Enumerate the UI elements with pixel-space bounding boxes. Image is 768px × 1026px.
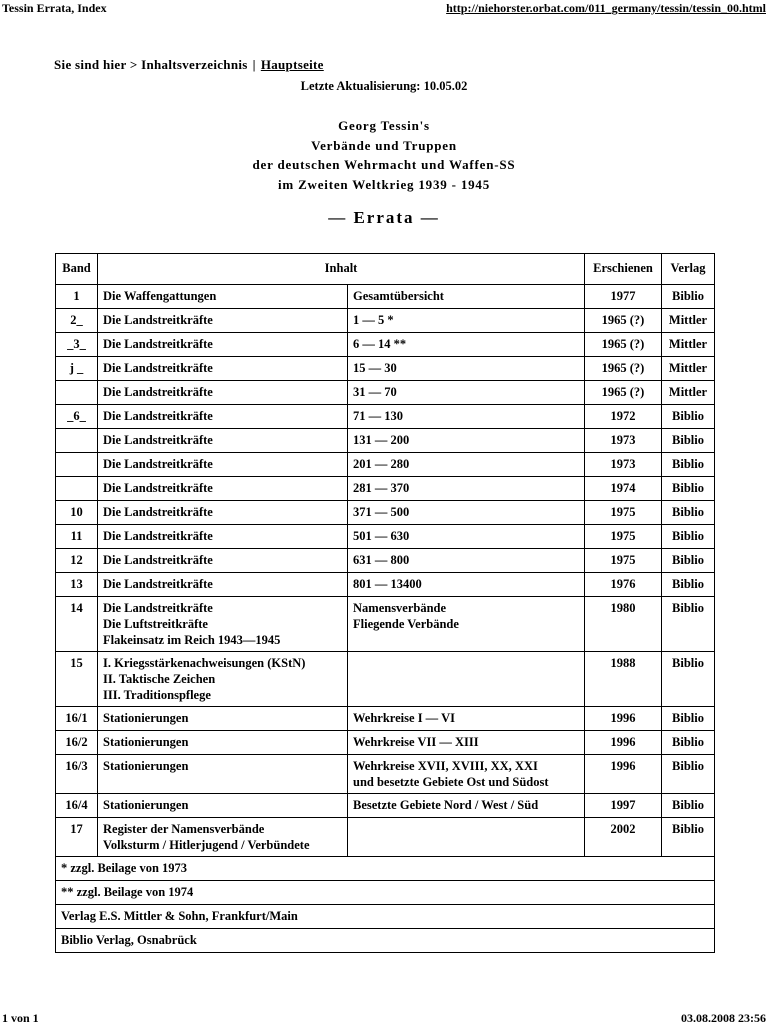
publisher-cell: Biblio: [662, 652, 715, 707]
topic-cell: Die Landstreitkräfte: [98, 333, 348, 357]
topic-cell-line: Register der Namensverbände: [103, 822, 265, 836]
topic-cell: Die Waffengattungen: [98, 285, 348, 309]
band-cell: 10: [56, 501, 98, 525]
year-cell: 1997: [585, 794, 662, 818]
range-cell: 281 — 370: [348, 477, 585, 501]
range-cell: Gesamtübersicht: [348, 285, 585, 309]
band-cell: 16/2: [56, 731, 98, 755]
topic-cell-line: Stationierungen: [103, 759, 189, 773]
browser-page-title: Tessin Errata, Index: [2, 1, 107, 15]
band-cell: 16/4: [56, 794, 98, 818]
year-cell: 1965 (?): [585, 333, 662, 357]
page-count: 1 von 1: [2, 1011, 39, 1025]
band-cell: 1: [56, 285, 98, 309]
range-cell: 371 — 500: [348, 501, 585, 525]
year-cell: 1965 (?): [585, 357, 662, 381]
note-row: [56, 929, 715, 953]
publisher-cell: Biblio: [662, 573, 715, 597]
year-cell: 1976: [585, 573, 662, 597]
topic-cell: Stationierungen: [98, 707, 348, 731]
topic-cell: Die Landstreitkräfte: [98, 573, 348, 597]
breadcrumb: [54, 57, 324, 73]
range-cell: 131 — 200: [348, 429, 585, 453]
range-cell-line: Wehrkreise XVII, XVIII, XX, XXI: [353, 759, 538, 773]
topic-cell: [98, 755, 348, 794]
topic-cell: Die Landstreitkräfte: [98, 477, 348, 501]
col-header-erschienen: Erschienen: [585, 254, 662, 285]
page-url[interactable]: http://niehorster.orbat.com/011_germany/tessin/tessin_00.html: [446, 1, 766, 15]
errata-table: [55, 253, 715, 953]
publisher-cell: Biblio: [662, 405, 715, 429]
table-row: [56, 381, 715, 405]
table-row: [56, 501, 715, 525]
topic-cell-line: I. Kriegsstärkenachweisungen (KStN): [103, 656, 306, 670]
topic-cell: [98, 818, 348, 857]
note-row: [56, 905, 715, 929]
publisher-cell: Biblio: [662, 794, 715, 818]
range-cell: 15 — 30: [348, 357, 585, 381]
table-row: [56, 429, 715, 453]
publisher-cell: Mittler: [662, 333, 715, 357]
range-cell: [348, 818, 585, 857]
table-row: [56, 285, 715, 309]
home-link[interactable]: Hauptseite: [260, 57, 324, 72]
range-cell: [348, 755, 585, 794]
year-cell: 1975: [585, 501, 662, 525]
col-header-inhalt: Inhalt: [98, 254, 585, 285]
topic-cell: Die Landstreitkräfte: [98, 549, 348, 573]
publisher-cell: Biblio: [662, 453, 715, 477]
publisher-cell: Biblio: [662, 755, 715, 794]
topic-cell-line: Die Luftstreitkräfte: [103, 617, 208, 631]
band-cell: _3_: [56, 333, 98, 357]
band-cell: 12: [56, 549, 98, 573]
table-row: [56, 597, 715, 652]
publisher-cell: Biblio: [662, 818, 715, 857]
range-cell: 631 — 800: [348, 549, 585, 573]
publisher-cell: Mittler: [662, 309, 715, 333]
title-line: im Zweiten Weltkrieg 1939 - 1945: [277, 176, 491, 192]
range-cell: [348, 652, 585, 707]
year-cell: 1996: [585, 707, 662, 731]
range-cell: Wehrkreise I — VI: [348, 707, 585, 731]
publisher-cell: Mittler: [662, 357, 715, 381]
breadcrumb-prefix: Sie sind hier >: [54, 57, 138, 72]
band-cell: 13: [56, 573, 98, 597]
topic-cell-line: Die Landstreitkräfte: [103, 601, 213, 615]
note-cell: ** zzgl. Beilage von 1974: [56, 881, 715, 905]
year-cell: 1965 (?): [585, 309, 662, 333]
year-cell: 1988: [585, 652, 662, 707]
note-cell: Biblio Verlag, Osnabrück: [56, 929, 715, 953]
table-row: [56, 818, 715, 857]
table-row: [56, 652, 715, 707]
table-row: [56, 357, 715, 381]
topic-cell-line: Volksturm / Hitlerjugend / Verbündete: [103, 838, 310, 852]
band-cell: [56, 477, 98, 501]
topic-cell-line: II. Taktische Zeichen: [103, 672, 216, 686]
table-body: [56, 285, 715, 953]
year-cell: 1980: [585, 597, 662, 652]
publisher-cell: Biblio: [662, 707, 715, 731]
note-cell: Verlag E.S. Mittler & Sohn, Frankfurt/Main: [56, 905, 715, 929]
topic-cell: [98, 652, 348, 707]
range-cell: 201 — 280: [348, 453, 585, 477]
table-row: [56, 333, 715, 357]
range-cell-line: Namensverbände: [353, 601, 447, 615]
table-row: [56, 731, 715, 755]
year-cell: 1974: [585, 477, 662, 501]
year-cell: 1965 (?): [585, 381, 662, 405]
band-cell: 15: [56, 652, 98, 707]
band-cell: [56, 381, 98, 405]
band-cell: 2_: [56, 309, 98, 333]
range-cell: 501 — 630: [348, 525, 585, 549]
publisher-cell: Biblio: [662, 597, 715, 652]
topic-cell: Stationierungen: [98, 731, 348, 755]
range-cell: 31 — 70: [348, 381, 585, 405]
table-row: [56, 573, 715, 597]
table-row: [56, 525, 715, 549]
topic-cell: Stationierungen: [98, 794, 348, 818]
print-datetime: 03.08.2008 23:56: [681, 1011, 766, 1025]
publisher-cell: Biblio: [662, 477, 715, 501]
range-cell: 801 — 13400: [348, 573, 585, 597]
range-cell-line: und besetzte Gebiete Ost und Südost: [353, 775, 549, 789]
topic-cell: [98, 597, 348, 652]
range-cell: [348, 597, 585, 652]
publisher-cell: Biblio: [662, 731, 715, 755]
last-updated: Letzte Aktualisierung: 10.05.02: [300, 79, 468, 93]
topic-cell: Die Landstreitkräfte: [98, 357, 348, 381]
range-cell: 1 — 5 *: [348, 309, 585, 333]
note-row: [56, 881, 715, 905]
topic-cell: Die Landstreitkräfte: [98, 405, 348, 429]
table-header-row: [56, 254, 715, 285]
year-cell: 1996: [585, 731, 662, 755]
year-cell: 1977: [585, 285, 662, 309]
publisher-cell: Biblio: [662, 285, 715, 309]
year-cell: 1972: [585, 405, 662, 429]
topic-cell: Die Landstreitkräfte: [98, 381, 348, 405]
range-cell: 71 — 130: [348, 405, 585, 429]
band-cell: [56, 429, 98, 453]
range-cell: Besetzte Gebiete Nord / West / Süd: [348, 794, 585, 818]
year-cell: 1975: [585, 549, 662, 573]
range-cell: Wehrkreise VII — XIII: [348, 731, 585, 755]
publisher-cell: Biblio: [662, 429, 715, 453]
topic-cell: Die Landstreitkräfte: [98, 501, 348, 525]
year-cell: 1973: [585, 429, 662, 453]
band-cell: 14: [56, 597, 98, 652]
topic-cell: Die Landstreitkräfte: [98, 429, 348, 453]
table-row: [56, 453, 715, 477]
topic-cell: Die Landstreitkräfte: [98, 309, 348, 333]
band-cell: _6_: [56, 405, 98, 429]
breadcrumb-separator: |: [252, 57, 256, 72]
table-row: [56, 794, 715, 818]
band-cell: 16/3: [56, 755, 98, 794]
publisher-cell: Biblio: [662, 549, 715, 573]
col-header-verlag: Verlag: [662, 254, 715, 285]
title-line: Verbände und Truppen: [311, 137, 457, 153]
publisher-cell: Biblio: [662, 525, 715, 549]
band-cell: 17: [56, 818, 98, 857]
topic-cell: Die Landstreitkräfte: [98, 453, 348, 477]
table-row: [56, 405, 715, 429]
band-cell: 11: [56, 525, 98, 549]
table-row: [56, 309, 715, 333]
table-row: [56, 755, 715, 794]
breadcrumb-current: Inhaltsverzeichnis: [141, 57, 248, 72]
year-cell: 1975: [585, 525, 662, 549]
book-title: [0, 116, 768, 194]
year-cell: 1996: [585, 755, 662, 794]
topic-cell-line: III. Traditionspflege: [103, 688, 211, 702]
note-cell: * zzgl. Beilage von 1973: [56, 857, 715, 881]
title-line: Georg Tessin's: [338, 118, 430, 133]
errata-heading: — Errata —: [328, 208, 440, 227]
col-header-band: Band: [56, 254, 98, 285]
topic-cell-line: Flakeinsatz im Reich 1943—1945: [103, 633, 281, 647]
year-cell: 2002: [585, 818, 662, 857]
table-row: [56, 549, 715, 573]
table-row: [56, 477, 715, 501]
publisher-cell: Mittler: [662, 381, 715, 405]
note-row: [56, 857, 715, 881]
band-cell: j _: [56, 357, 98, 381]
year-cell: 1973: [585, 453, 662, 477]
range-cell-line: Fliegende Verbände: [353, 617, 459, 631]
table-row: [56, 707, 715, 731]
topic-cell: Die Landstreitkräfte: [98, 525, 348, 549]
publisher-cell: Biblio: [662, 501, 715, 525]
band-cell: 16/1: [56, 707, 98, 731]
title-line: der deutschen Wehrmacht und Waffen-SS: [252, 157, 516, 172]
range-cell: 6 — 14 **: [348, 333, 585, 357]
band-cell: [56, 453, 98, 477]
